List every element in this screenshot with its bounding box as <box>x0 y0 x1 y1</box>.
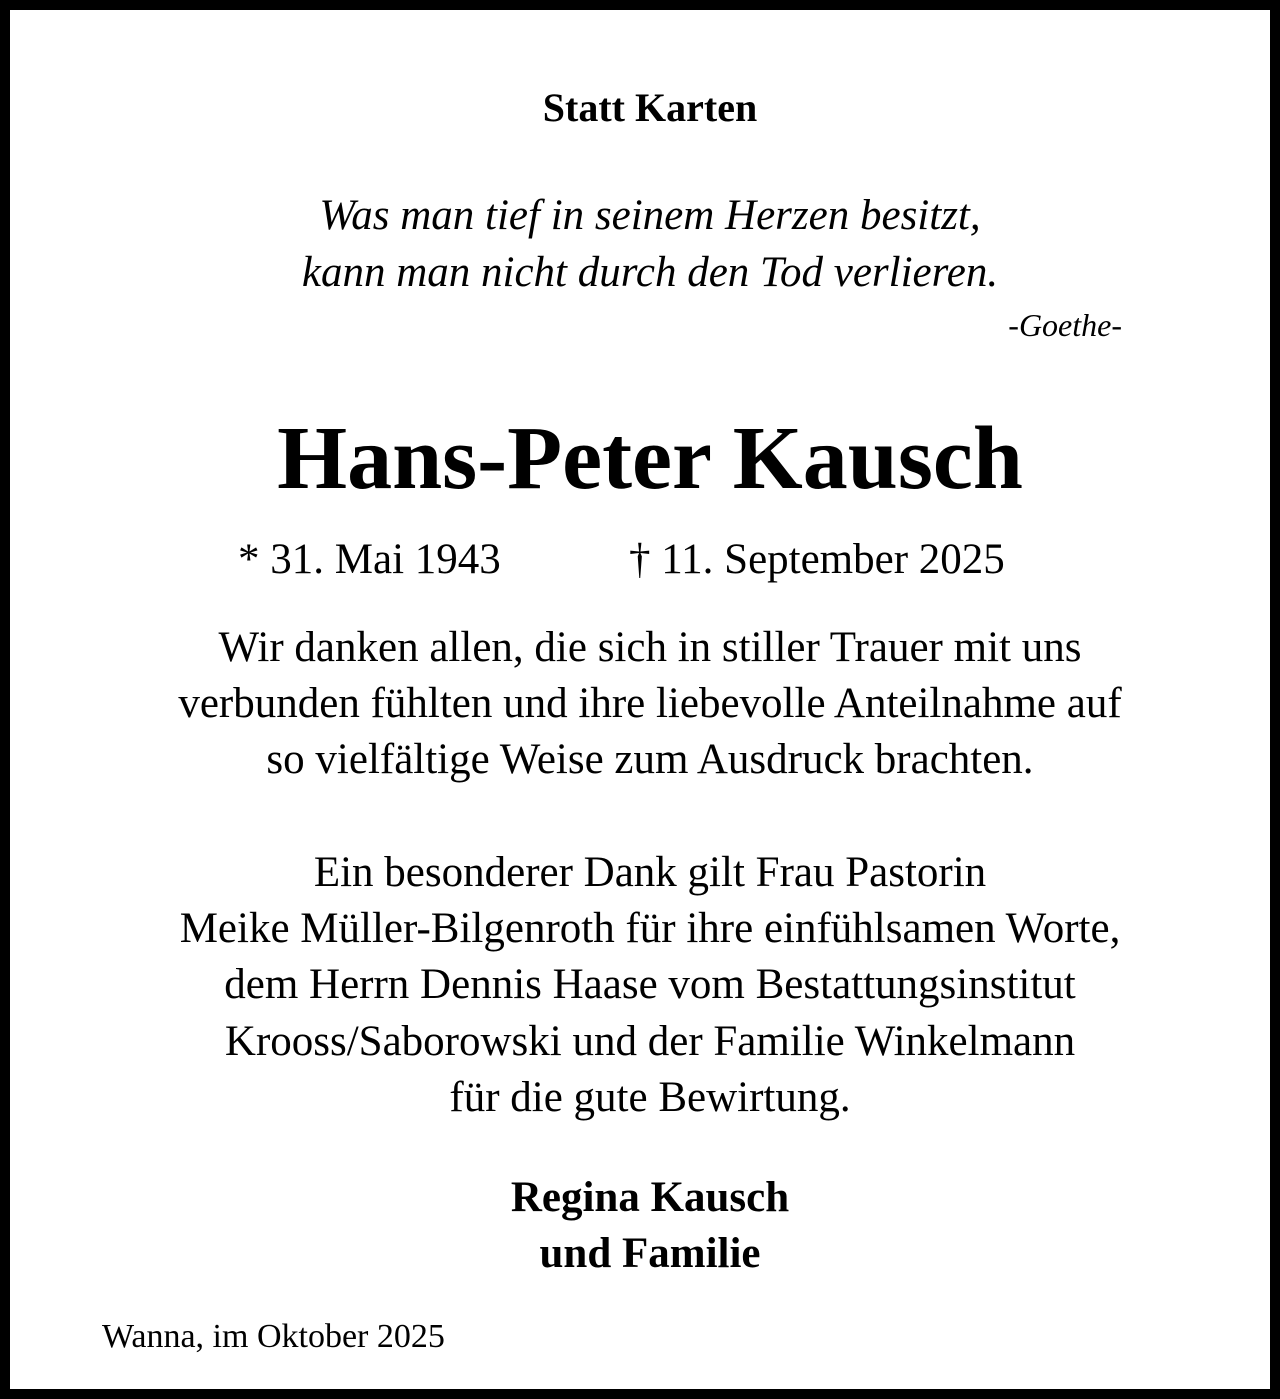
birth-date: * 31. Mai 1943 <box>238 536 501 583</box>
special-thanks-line: dem Herrn Dennis Haase vom Bestattungsinstitut <box>224 961 1076 1008</box>
special-thanks-line: Ein besonderer Dank gilt Frau Pastorin <box>313 849 987 896</box>
deceased-name: Hans-Peter Kausch <box>277 409 1023 508</box>
thanks-line: verbunden fühlten und ihre liebevolle Anteilnahme auf <box>178 680 1122 727</box>
place-and-date: Wanna, im Oktober 2025 <box>102 1318 445 1355</box>
thanks-line: Wir danken allen, die sich in stiller Trauer mit uns <box>218 624 1082 671</box>
special-thanks-line: Krooss/Saborowski und der Familie Winkelmann <box>224 1018 1076 1065</box>
quote-line-2: kann man nicht durch den Tod verlieren. <box>301 249 999 296</box>
quote-line-1: Was man tief in seinem Herzen besitzt, <box>319 192 981 239</box>
thanks-line: so vielfältige Weise zum Ausdruck brachten. <box>266 736 1034 783</box>
signature-family: und Familie <box>539 1230 761 1277</box>
signature-name: Regina Kausch <box>510 1174 790 1221</box>
special-thanks-line: Meike Müller-Bilgenroth für ihre einfühlsamen Worte, <box>179 905 1121 952</box>
notice-heading: Statt Karten <box>542 85 758 130</box>
quote-author: -Goethe- <box>1008 307 1122 343</box>
special-thanks-line: für die gute Bewirtung. <box>449 1074 851 1121</box>
death-date: † 11. September 2025 <box>629 536 1005 583</box>
